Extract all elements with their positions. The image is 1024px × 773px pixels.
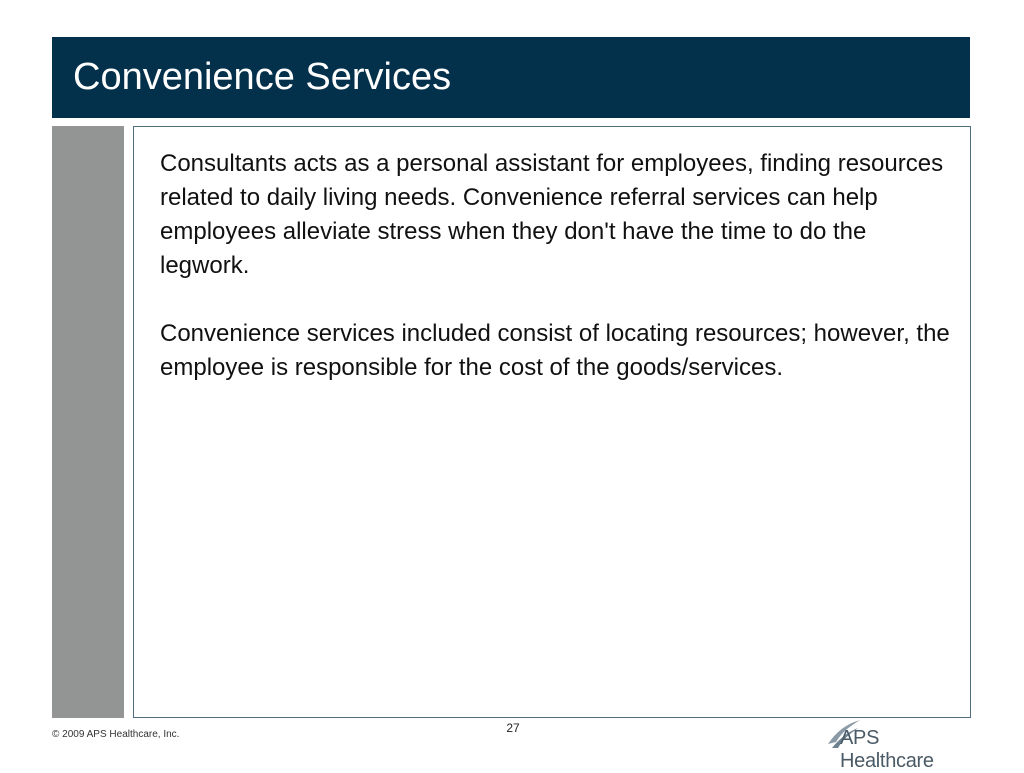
logo-text: APS Healthcare [840,727,934,772]
title-bar [52,37,970,118]
copyright-notice: © 2009 APS Healthcare, Inc. [52,729,180,740]
body-text [160,147,950,419]
side-accent-bar [52,126,124,718]
page-number: 27 [506,721,520,735]
content-box [133,126,971,718]
paragraph-1: Consultants acts as a personal assistant for employees, finding resources related to daily living needs. Convenience referral services can help employees alleviate stress when they don't have the time to do the legwork. [160,150,944,279]
paragraph-2: Convenience services included consist of locating resources; however, the employee is responsible for the cost of the goods/services. [160,320,950,381]
slide-title: Convenience Services [73,56,452,98]
aps-healthcare-logo [826,718,976,772]
